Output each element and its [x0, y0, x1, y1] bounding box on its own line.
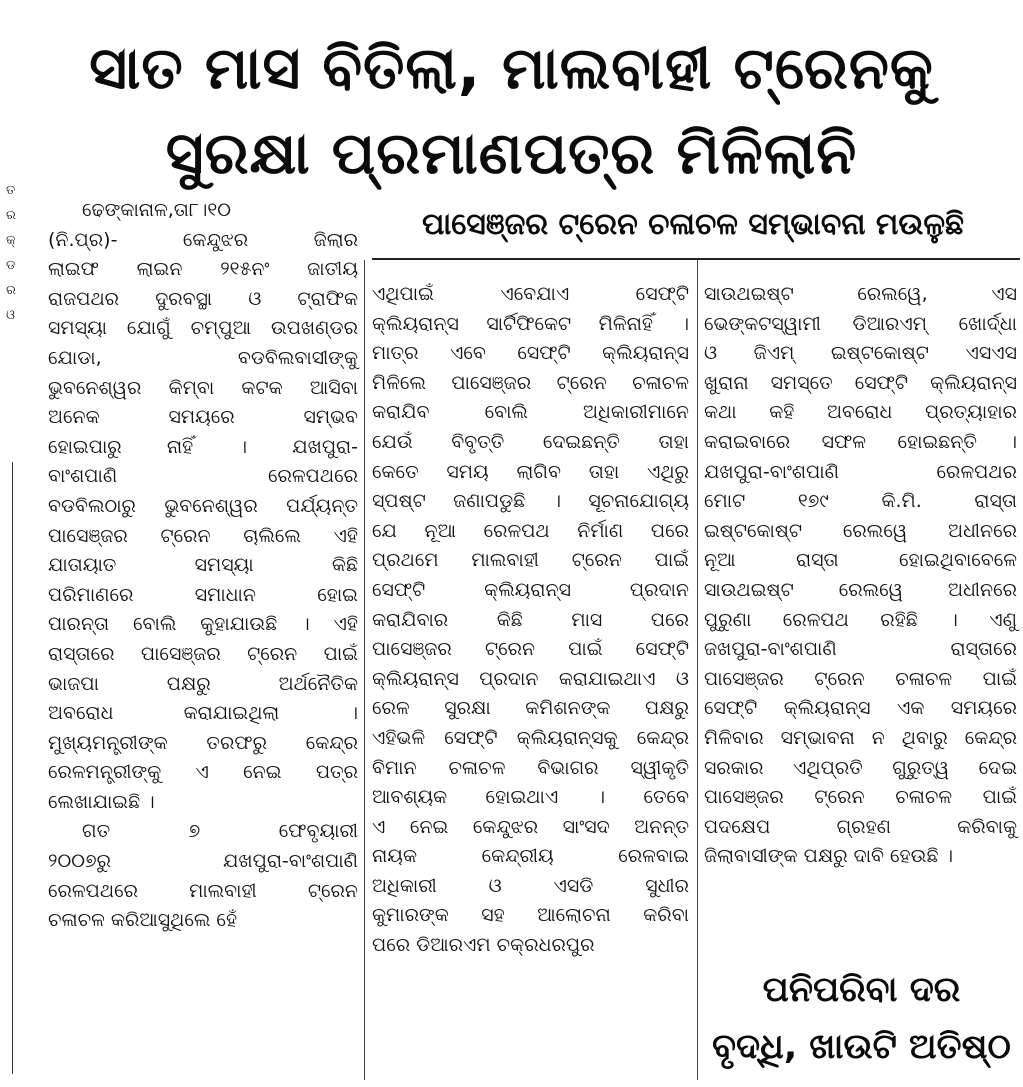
article-line: ପାସେଞ୍ଜର ଟ୍ରେନ ଚଳାଚଳ ପାଇଁ — [704, 667, 1017, 690]
edge-strip — [6, 178, 24, 328]
article-line: ଭୁବନେଶ୍ୱର କିମ୍ବା କଟକ ଆସିବା — [48, 376, 358, 399]
article-line: ବଡବିଲଠାରୁ ଭୁବନେଶ୍ୱର ପର୍ଯ୍ୟନ୍ତ — [48, 494, 358, 517]
article-line: ନାୟକ କେନ୍ଦ୍ରୀୟ ରେଳବାଇ — [372, 845, 689, 868]
headline-line-1: ସାତ ମାସ ବିତିଲା, ମାଲବାହୀ ଟ୍ରେନକୁ — [89, 34, 934, 102]
article-line: କ୍ଲିୟରାନ୍ସ ପ୍ରଦାନ କରାଯାଇଥାଏ ଓ — [372, 667, 689, 690]
article-line: ଭେଙ୍କଟସ୍ୱାମୀ ଡିଆରଏମ୍ ଖୋର୍ଦ୍ଧା — [704, 312, 1017, 335]
article-line: ଗତ ୭ ଫେବୃୟାରୀ — [82, 820, 358, 843]
article-line: ଏ ନେଇ କେନ୍ଦୁଝର ସାଂସଦ ଅନନ୍ତ — [372, 815, 689, 838]
article-line: ଭାଜପା ପକ୍ଷରୁ ଅର୍ଥନୈତିକ — [48, 672, 358, 695]
article-line: କରାଯିବାର କିଛି ମାସ ପରେ — [372, 608, 689, 631]
article-line: ଅବରୋଧ କରାଯାଇଥିଲା । — [48, 702, 358, 725]
article-column-3 — [704, 280, 1017, 872]
article-line: ସେଫ୍ଟି କ୍ଲିୟରାନ୍ସ ପ୍ରଦାନ — [372, 578, 689, 601]
article-line: ଅନେକ ସମୟରେ ସମ୍ଭବ — [48, 406, 358, 429]
article-line: ପ୍ରଥମେ ମାଲବାହୀ ଟ୍ରେନ ପାଇଁ — [372, 549, 689, 572]
edge-glyph: ଓ — [6, 308, 15, 323]
article-line: କ୍ଲିୟରାନ୍ସ ସାର୍ଟିଫିକେଟ ମିଳିନାହିଁ । — [372, 312, 689, 335]
article-line: ସାଉଥଇଷ୍ଟ ରେଲୱେ, ଏସ — [704, 283, 1017, 305]
side-headline-line-1: ପନିପରିବା ଦର — [762, 970, 961, 1010]
column-divider — [364, 260, 365, 1080]
article-line: ପଦକ୍ଷେପ ଗ୍ରହଣ କରିବାକୁ — [704, 815, 1017, 838]
article-line: ରାଜପଥର ଦୁରବସ୍ଥା ଓ ଟ୍ରାଫିକ — [48, 287, 358, 310]
article-line: ସରକାର ଏଥିପ୍ରତି ଗୁରୁତ୍ୱ ଦେଇ — [704, 756, 1017, 779]
edge-glyph: ର — [6, 283, 16, 298]
article-line: ଆବଶ୍ୟକ ହୋଇଥାଏ । ତେବେ — [372, 786, 689, 809]
article-line: ରାସ୍ତାରେ ପାସେଞ୍ଜର ଟ୍ରେନ ପାଇଁ — [48, 642, 358, 665]
article-line: ପାରନ୍ତା ବୋଲି କୁହାଯାଉଛି । ଏହି — [48, 613, 358, 636]
article-line: ରେଳମନ୍ତ୍ରୀଙ୍କୁ ଏ ନେଇ ପତ୍ର — [48, 761, 358, 784]
edge-glyph: କ୍ — [6, 233, 16, 248]
article-line: କରାଇବାରେ ସଫଳ ହୋଇଛନ୍ତି । — [704, 430, 1017, 453]
article-line: ଜିଲାବାସୀଙ୍କ ପକ୍ଷରୁ ଦାବି ହେଉଛି । — [704, 845, 954, 868]
article-line: ପରିମାଣରେ ସମାଧାନ ହୋଇ — [48, 583, 358, 606]
edge-glyph: ତ — [6, 183, 16, 198]
article-line: ମିଳିଲେ ପାସେଞ୍ଜର ଟ୍ରେନ ଚଳାଚଳ — [372, 371, 689, 394]
article-line: ବାଂଶପାଣି ରେଳପଥରେ — [48, 465, 358, 488]
article-line: ଢେଙ୍କାନାଳ,ତା୮।୧୦ — [82, 199, 232, 221]
edge-divider — [12, 462, 13, 1074]
subheadline: ପାସେଞ୍ଜର ଟ୍ରେନ ଚଳାଚଳ ସମ୍ଭାବନା ମଉଳୁଛି — [422, 207, 964, 242]
article-line: ପାସେଞ୍ଜର ଟ୍ରେନ ଚାଲିଲେ ଏହି — [48, 524, 358, 547]
article-line: ଖୁରାନା ସମସ୍ତେ ସେଫ୍ଟି କ୍ଲିୟରାନ୍ସ — [704, 371, 1017, 394]
article-line: ବିମାନ ଚଳାଚଳ ବିଭାଗର ସ୍ୱୀକୃତି — [372, 756, 689, 779]
article-line: ସମସ୍ୟା ଯୋଗୁଁ ଚମ୍ପୁଆ ଉପଖଣ୍ଡର — [48, 317, 358, 340]
column-divider — [697, 260, 698, 1080]
article-column-1 — [48, 196, 358, 936]
article-line: ସ୍ପଷ୍ଟ ଜଣାପଡୁଛି । ସୂଚନାଯୋଗ୍ୟ — [372, 490, 689, 513]
article-line: ୨୦୦୭ରୁ ଯଖପୁରା-ବାଂଶପାଣି — [48, 850, 358, 873]
article-line: ମିଳିବାର ସମ୍ଭାବନା ନ ଥିବାରୁ କେନ୍ଦ୍ର — [704, 726, 1017, 749]
article-line: ଲାଇଫ ଲାଇନ ୨୧୫ନଂ ଜାତୀୟ — [48, 258, 358, 281]
article-line: ରେଳ ସୁରକ୍ଷା କମିଶନଙ୍କ ପକ୍ଷରୁ — [372, 697, 689, 720]
article-column-2 — [372, 280, 689, 961]
edge-glyph: ର — [6, 208, 16, 223]
article-line: ଚଳାଚଳ କରିଆସୁଥିଲେ ହେଁ — [48, 909, 238, 932]
article-line: ମୁଖ୍ୟମନ୍ତ୍ରୀଙ୍କ ତରଫରୁ କେନ୍ଦ୍ର — [48, 731, 358, 754]
article-line: ପାସେଞ୍ଜର ଟ୍ରେନ ପାଇଁ ସେଫ୍ଟି — [372, 638, 689, 661]
article-line: କେତେ ସମୟ ଲାଗିବ ତାହା ଏଥିରୁ — [372, 460, 689, 483]
article-line: ଯାତାୟାତ ସମସ୍ୟା କିଛି — [48, 554, 358, 577]
article-line: ହୋଇପାରୁ ନାହିଁ । ଯଖପୁରା- — [48, 435, 358, 458]
article-line: ଇଷ୍ଟକୋଷ୍ଟ ରେଲୱେ ଅଧୀନରେ — [704, 519, 1017, 542]
article-line: ଓ ଜିଏମ୍ ଇଷ୍ଟକୋଷ୍ଟ ଏସଏସ — [704, 342, 1017, 365]
subheadline-rule — [372, 258, 1020, 260]
article-line: ପରେ ଡିଆରଏମ ଚକ୍ରଧରପୁର — [372, 934, 595, 957]
article-line: ଏହିଭଳି ସେଫ୍ଟି କ୍ଲିୟରାନ୍ସକୁ କେନ୍ଦ୍ର — [372, 726, 689, 749]
side-headline-line-2: ବୃଦ୍ଧି, ଖାଉଟି ଅତିଷ୍ଠ — [712, 1027, 1011, 1067]
article-line: କରାଯିବ ବୋଲି ଅଧିକାରୀମାନେ — [372, 401, 689, 424]
headline-line-2: ସୁରକ୍ଷା ପ୍ରମାଣପତ୍ର ମିଳିଲାନି — [165, 119, 858, 187]
article-line: ପାସେଞ୍ଜର ଟ୍ରେନ ଚଳାଚଳ ପାଇଁ — [704, 786, 1017, 809]
article-line: ଲେଖାଯାଇଛି । — [48, 790, 155, 813]
article-line: ଜଖପୁରା-ବାଂଶପାଣି ରାସ୍ତାରେ — [704, 638, 1017, 661]
article-line: ସାଉଥଇଷ୍ଟ ରେଲୱେ ଅଧୀନରେ — [704, 578, 1017, 601]
article-line: ଯଖପୁରା-ବାଂଶପାଣି ରେଳପଥର — [704, 460, 1017, 483]
article-line: ଅଧିକାରୀ ଓ ଏସଡି ସୁଧୀର — [372, 874, 689, 897]
article-line: ଯୋଡା, ବଡବିଲବାସୀଙ୍କୁ — [48, 346, 358, 369]
edge-glyph: ଡ — [6, 258, 16, 273]
article-line: କଥା କହି ଅବରୋଧ ପ୍ରତ୍ୟାହାର — [704, 401, 1017, 424]
article-line: ମୋଟ ୧୭୯ କି.ମି. ରାସ୍ତା — [704, 490, 1017, 513]
article-line: ରେଳପଥରେ ମାଲବାହୀ ଟ୍ରେନ — [48, 879, 358, 902]
article-line: ଏଥିପାଇଁ ଏବେଯାଏ ସେଫ୍ଟି — [372, 283, 689, 305]
article-line: ସେଫ୍ଟି କ୍ଲିୟରାନ୍ସ ଏକ ସମୟରେ — [704, 697, 1017, 720]
article-line: ପୁରୁଣା ରେଳପଥ ରହିଛି । ଏଣୁ — [704, 608, 1017, 631]
article-line: ଯେଉଁ ବିବୃତ୍ତି ଦେଇଛନ୍ତି ତାହା — [372, 430, 689, 453]
article-line: ଯେ ନୂଆ ରେଳପଥ ନିର୍ମାଣ ପରେ — [372, 519, 689, 542]
article-line: ମାତ୍ର ଏବେ ସେଫ୍ଟି କ୍ଲିୟରାନ୍ସ — [372, 342, 689, 365]
article-line: ନୂଆ ରାସ୍ତା ହୋଇଥିବାବେଳେ — [704, 549, 1017, 572]
article-line: କୁମାରଙ୍କ ସହ ଆଲୋଚନା କରିବା — [372, 904, 689, 927]
article-line: (ନି.ପ୍ର)- କେନ୍ଦୁଝର ଜିଲାର — [48, 228, 358, 251]
